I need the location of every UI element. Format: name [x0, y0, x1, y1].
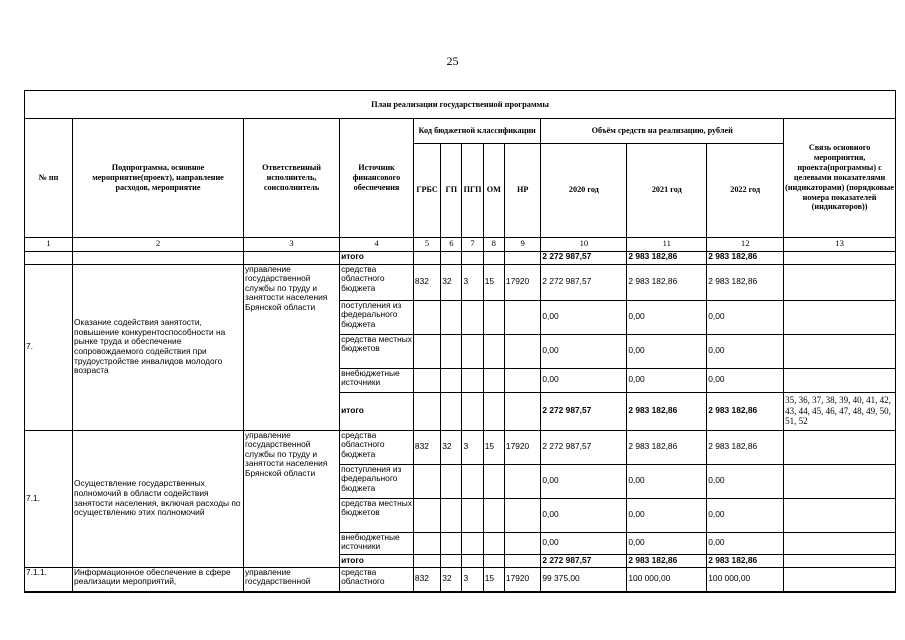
budget-plan-table: [24, 90, 896, 593]
table-row: [25, 430, 895, 464]
row-2020: 0,00: [541, 334, 627, 368]
row-2022: 0,00: [707, 532, 784, 554]
header-2022: 2022 год: [707, 143, 784, 237]
page-number: 25: [446, 54, 459, 68]
row-source: средства областного бюджета: [340, 264, 414, 300]
plan-table: [25, 119, 895, 592]
col-number: 13: [784, 237, 895, 251]
total-2020: 2 272 987,57: [541, 554, 627, 567]
top-total-row: [25, 251, 895, 264]
row-2021: 0,00: [627, 300, 707, 334]
col-number: 7: [462, 237, 483, 251]
indicator-links: 35, 36, 37, 38, 39, 40, 41, 42, 43, 44, 45, 46, 47, 48, 49, 50, 51, 52: [784, 392, 895, 430]
row-2020: 0,00: [541, 464, 627, 498]
header-om: ОМ: [483, 143, 504, 237]
row-gp: 32: [441, 567, 462, 591]
col-number: 12: [707, 237, 784, 251]
total-2020: 2 272 987,57: [541, 251, 627, 264]
row-2021: 2 983 182,86: [627, 430, 707, 464]
row-source: средства областного бюджета: [340, 430, 414, 464]
row-nr: 17920: [504, 430, 540, 464]
row-2020: 99 375,00: [541, 567, 627, 591]
row-2022: 0,00: [707, 498, 784, 532]
total-2020: 2 272 987,57: [541, 392, 627, 430]
row-2022: 100 000,00: [707, 567, 784, 591]
row-2021: 0,00: [627, 498, 707, 532]
row-om: 15: [483, 430, 504, 464]
header-funds: Объём средств на реализацию, рублей: [541, 119, 784, 143]
row-2022: 2 983 182,86: [707, 264, 784, 300]
indicator-links: [784, 554, 895, 567]
row-pgp: 3: [462, 264, 483, 300]
col-number: 9: [504, 237, 540, 251]
col-number: 10: [541, 237, 627, 251]
row-executor: управление государственной службы по труду и занятости населения Брянской области: [243, 430, 339, 567]
col-number: 8: [483, 237, 504, 251]
col-number: 5: [413, 237, 440, 251]
total-label: итого: [340, 392, 414, 430]
row-2020: 2 272 987,57: [541, 264, 627, 300]
row-source: внебюджетные источники: [340, 532, 414, 554]
total-2021: 2 983 182,86: [627, 392, 707, 430]
total-2022: 2 983 182,86: [707, 392, 784, 430]
row-2020: 0,00: [541, 368, 627, 392]
header-2021: 2021 год: [627, 143, 707, 237]
table-title: План реализации государственной программы: [25, 91, 895, 119]
row-grbs: 832: [413, 567, 440, 591]
row-nr: 17920: [504, 264, 540, 300]
row-source: поступления из федерального бюджета: [340, 464, 414, 498]
row-2021: 0,00: [627, 368, 707, 392]
row-executor: управление государственной: [243, 567, 339, 591]
row-number: 7.1.1.: [25, 567, 73, 591]
table-row: [25, 264, 895, 300]
row-grbs: 832: [413, 430, 440, 464]
table-row: [25, 567, 895, 591]
header-budget-code: Код бюджетной классификации: [413, 119, 540, 143]
row-name: Оказание содействия занятости, повышение конкурентоспособности на рынке труда и обеспечение сопровождаемого содействия при трудоустройстве инвалидов молодого возраста: [73, 264, 244, 430]
total-label: итого: [340, 554, 414, 567]
header-2020: 2020 год: [541, 143, 627, 237]
row-om: 15: [483, 567, 504, 591]
row-grbs: 832: [413, 264, 440, 300]
row-gp: 32: [441, 264, 462, 300]
header-grbs: ГРБС: [413, 143, 440, 237]
header-npp: № пп: [25, 119, 73, 237]
total-2022: 2 983 182,86: [707, 251, 784, 264]
header-pgp: ПГП: [462, 143, 483, 237]
row-2021: 0,00: [627, 464, 707, 498]
row-2022: 0,00: [707, 464, 784, 498]
row-executor: управление государственной службы по труду и занятости населения Брянской области: [243, 264, 339, 430]
row-nr: 17920: [504, 567, 540, 591]
header-gp: ГП: [441, 143, 462, 237]
row-2021: 0,00: [627, 532, 707, 554]
row-source: внебюджетные источники: [340, 368, 414, 392]
row-2022: 0,00: [707, 300, 784, 334]
col-number: 6: [441, 237, 462, 251]
col-number: 3: [243, 237, 339, 251]
row-2021: 100 000,00: [627, 567, 707, 591]
header-subprogram: Подпрограмма, основное мероприятие(проект), направление расходов, мероприятие: [73, 119, 244, 237]
row-2022: 0,00: [707, 368, 784, 392]
row-name: Осуществление государственных полномочий в области содействия занятости населения, включая расходы по осуществлению этих полномочий: [73, 430, 244, 567]
total-2022: 2 983 182,86: [707, 554, 784, 567]
row-number: 7.: [25, 264, 73, 430]
row-om: 15: [483, 264, 504, 300]
col-number: 4: [340, 237, 414, 251]
row-source: средства областного: [340, 567, 414, 591]
header-link: Связь основного мероприятия, проекта(программы) с целевыми показателями (индикаторами) (порядковые номера показателей (индикаторов)): [784, 119, 895, 237]
row-name: Информационное обеспечение в сфере реализации мероприятий,: [73, 567, 244, 591]
row-2020: 0,00: [541, 498, 627, 532]
col-number: 2: [73, 237, 244, 251]
row-2022: 0,00: [707, 334, 784, 368]
row-source: поступления из федерального бюджета: [340, 300, 414, 334]
row-gp: 32: [441, 430, 462, 464]
row-pgp: 3: [462, 430, 483, 464]
column-number-row: [25, 237, 895, 251]
row-2021: 0,00: [627, 334, 707, 368]
row-2020: 0,00: [541, 532, 627, 554]
row-2021: 2 983 182,86: [627, 264, 707, 300]
row-2022: 2 983 182,86: [707, 430, 784, 464]
total-label: итого: [340, 251, 414, 264]
header-executor: Ответственный исполнитель, соисполнитель: [243, 119, 339, 237]
col-number: 11: [627, 237, 707, 251]
row-number: 7.1.: [25, 430, 73, 567]
row-pgp: 3: [462, 567, 483, 591]
row-2020: 2 272 987,57: [541, 430, 627, 464]
total-2021: 2 983 182,86: [627, 251, 707, 264]
col-number: 1: [25, 237, 73, 251]
header-source: Источник финансового обеспечения: [340, 119, 414, 237]
header-nr: НР: [504, 143, 540, 237]
row-2020: 0,00: [541, 300, 627, 334]
row-source: средства местных бюджетов: [340, 334, 414, 368]
row-source: средства местных бюджетов: [340, 498, 414, 532]
total-2021: 2 983 182,86: [627, 554, 707, 567]
